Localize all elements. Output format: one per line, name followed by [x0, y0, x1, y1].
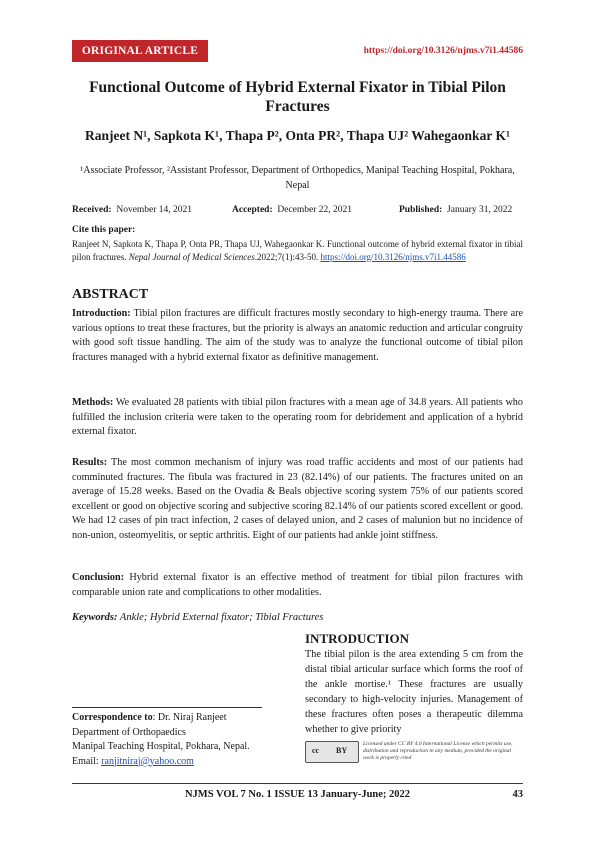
- affiliation: ¹Associate Professor, ²Assistant Professor, Department of Orthopedics, Manipal Teaching Hospital, Pokhara, Nepal: [80, 165, 515, 191]
- author-list: Ranjeet N¹, Sapkota K¹, Thapa P², Onta PR², Thapa UJ² Wahegaonkar K¹: [85, 128, 510, 143]
- introduction-text: The tibial pilon is the area extending 5 cm from the distal tibial articular surface which forms the roof of the ankle mortise.¹ These fractures are usually secondary to high-velocity injuries. Management of these fractures often poses a therapeutic dilemma whether to give priority: [305, 649, 523, 735]
- cc-by-license-icon: cc BY: [305, 741, 359, 763]
- introduction-heading: INTRODUCTION: [305, 631, 410, 646]
- license-block: [305, 741, 523, 763]
- abstract-methods: Methods: We evaluated 28 patients with tibial pilon fractures with a mean age of 34.8 years. All patients who fulfilled the inclusion criteria were taken to the operating room for debridement and application of a hybrid external fixator.: [72, 397, 523, 437]
- abstract-results: Results: The most common mechanism of injury was road traffic accidents and most of our patients had comminuted fractures. The fibula was fractured in 23 (82.14%) of our patients. The fractures united on an average of 15.28 weeks. Based on the Ovadia & Beals objective scoring system 75% of our patients scored excellent or good on objective scoring and subjective scoring 82.14% of our patients scored excellent or good. We had 12 cases of pin tract infection, 2 cases of delayed union, and 2 cases of malunion but no incidence of non-union, osteomyelitis, or septic arthritis. Eight of our patients had ankle joint stiffness.: [72, 457, 523, 541]
- keywords: Keywords: Ankle; Hybrid External fixator; Tibial Fractures: [72, 612, 324, 623]
- journal-footer: NJMS VOL 7 No. 1 ISSUE 13 January-June; 2022: [184, 789, 411, 800]
- page-number: 43: [512, 789, 523, 800]
- journal-name: Nepal Journal of Medical Sciences: [128, 251, 255, 262]
- email-link[interactable]: ranjitniraj@yahoo.com: [101, 755, 194, 767]
- accepted-date: Accepted: December 22, 2021: [232, 205, 353, 215]
- published-date: Published: January 31, 2022: [399, 205, 513, 215]
- article-type-badge: ORIGINAL ARTICLE: [72, 40, 208, 62]
- citation-doi-link[interactable]: https://doi.org/10.3126/njms.v7i1.44586: [320, 251, 466, 262]
- abstract-conclusion: Conclusion: Hybrid external fixator is an effective method of treatment for tibial pilon fractures with comparable union rate and complications to other modalities.: [72, 572, 523, 598]
- abstract-introduction: Introduction: Tibial pilon fractures are difficult fractures mostly secondary to high-energy trauma. There are various options to treat these fractures, but the priority is always an anatomic reduction and articular congruity with good soft tissue handling. The aim of the study was to analyze the functional outcome of tibial pilon fractures managed with a hybrid external fixator as definitive management.: [72, 308, 523, 363]
- abstract-heading: ABSTRACT: [72, 287, 149, 302]
- correspondence-divider: [72, 707, 262, 708]
- correspondence: Correspondence to: Dr. Niraj Ranjeet Department of Orthopaedics Manipal Teaching Hospital, Pokhara, Nepal. Email: ranjitniraj@yahoo.com: [72, 712, 250, 767]
- footer-divider: [72, 783, 523, 784]
- license-text: Licensed under CC BY 4.0 International License which permits use, distribution and reproduction in any medium, provided the original work is properly cited: [363, 741, 513, 761]
- citation: Ranjeet N, Sapkota K, Thapa P, Onta PR, Thapa UJ, Wahegaonkar K. Functional outcome of hybrid external fixator in tibial pilon fractures. Nepal Journal of Medical Sciences.2022;7(1):43-50. https://doi.org/10.3126/njms.v7i1.44586: [72, 239, 523, 262]
- received-date: Received: November 14, 2021: [72, 205, 193, 215]
- paper-title: Functional Outcome of Hybrid External Fixator in Tibial Pilon Fractures: [89, 79, 506, 115]
- cite-heading: Cite this paper:: [72, 225, 136, 235]
- doi-link[interactable]: https://doi.org/10.3126/njms.v7i1.44586: [363, 46, 523, 56]
